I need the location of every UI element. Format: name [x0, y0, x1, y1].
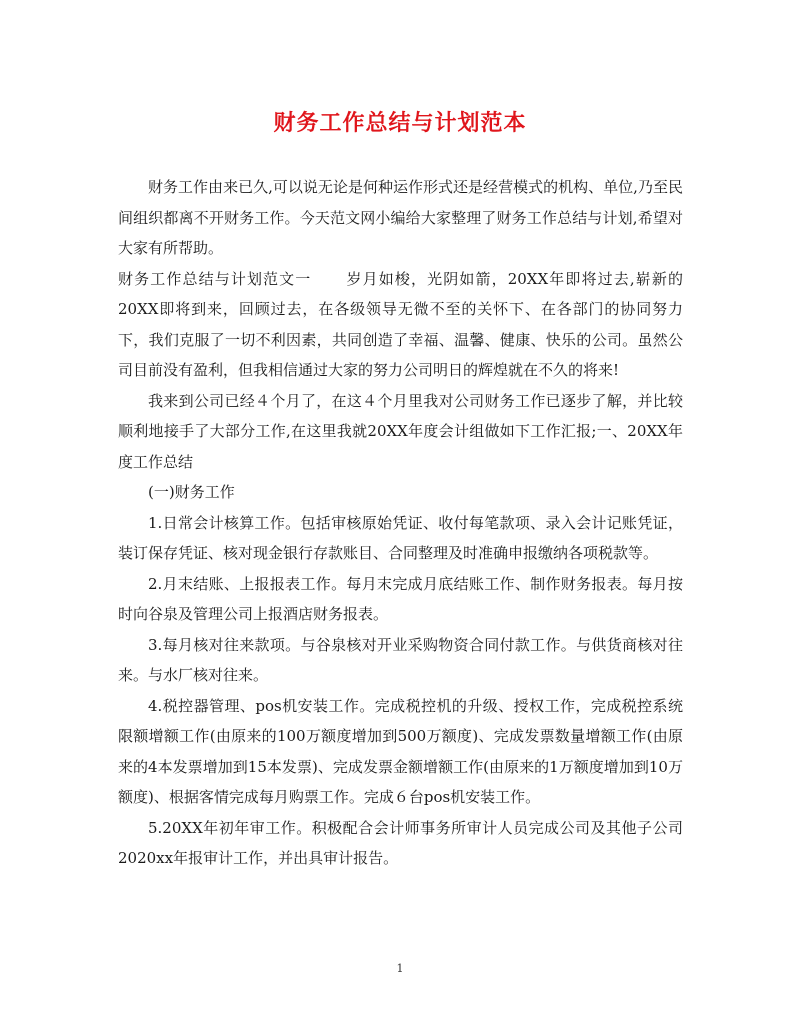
paragraph-sample-one [118, 264, 683, 386]
document-body [118, 172, 683, 874]
sample-text: 岁月如梭，光阴如箭，20XX年即将过去,崭新的20XX即将到来，回顾过去，在各级领导无微不至的关怀下、在各部门的协同努力下，我们克服了一切不利因素，共同创造了幸福、温馨、健康、快乐的公司。虽然公司目前没有盈利，但我相信通过大家的努力公司明日的辉煌就在不久的将来! [118, 269, 683, 379]
list-item-month-end: 2.月末结账、上报报表工作。每月末完成月底结账工作、制作财务报表。每月按时向谷泉及管理公司上报酒店财务报表。 [118, 574, 683, 623]
paragraph-intro: 财务工作由来已久,可以说无论是何种运作形式还是经营模式的机构、单位,乃至民间组织都离不开财务工作。今天范文网小编给大家整理了财务工作总结与计划,希望对大家有所帮助。 [118, 178, 683, 257]
paragraph-arrival: 我来到公司已经４个月了，在这４个月里我对公司财务工作已逐步了解，并比较顺利地接手了大部分工作,在这里我就20XX年度会计组做如下工作汇报;一、20XX年度工作总结 [118, 391, 683, 471]
sample-heading: 财务工作总结与计划范文一 [118, 269, 312, 288]
list-item-tax-control: 4.税控器管理、pos机安装工作。完成税控机的升级、授权工作，完成税控系统限额增额工作(由原来的100万额度增加到500万额度)、完成发票数量增额工作(由原来的4本发票增加到15本发票)、完成发票金额增额工作(由原来的1万额度增加到10万额度)、根据客情完成每月购票工作。完成６台pos机安装工作。 [118, 696, 683, 806]
list-item-annual-audit: 5.20XX年初年审工作。积极配合会计师事务所审计人员完成公司及其他子公司2020xx年报审计工作，并出具审计报告。 [118, 818, 683, 867]
list-item-daily-accounting: 1.日常会计核算工作。包括审核原始凭证、收付每笔款项、录入会计记账凭证，装订保存凭证、核对现金银行存款账目、合同整理及时准确申报缴纳各项税款等。 [118, 513, 683, 562]
document-title: 财务工作总结与计划范本 [273, 110, 527, 136]
list-item-reconciliation: 3.每月核对往来款项。与谷泉核对开业采购物资合同付款工作。与供货商核对往来。与水厂核对往来。 [118, 635, 683, 684]
page-number: 1 [396, 962, 404, 975]
section-heading-finance: (一)财务工作 [148, 483, 235, 501]
